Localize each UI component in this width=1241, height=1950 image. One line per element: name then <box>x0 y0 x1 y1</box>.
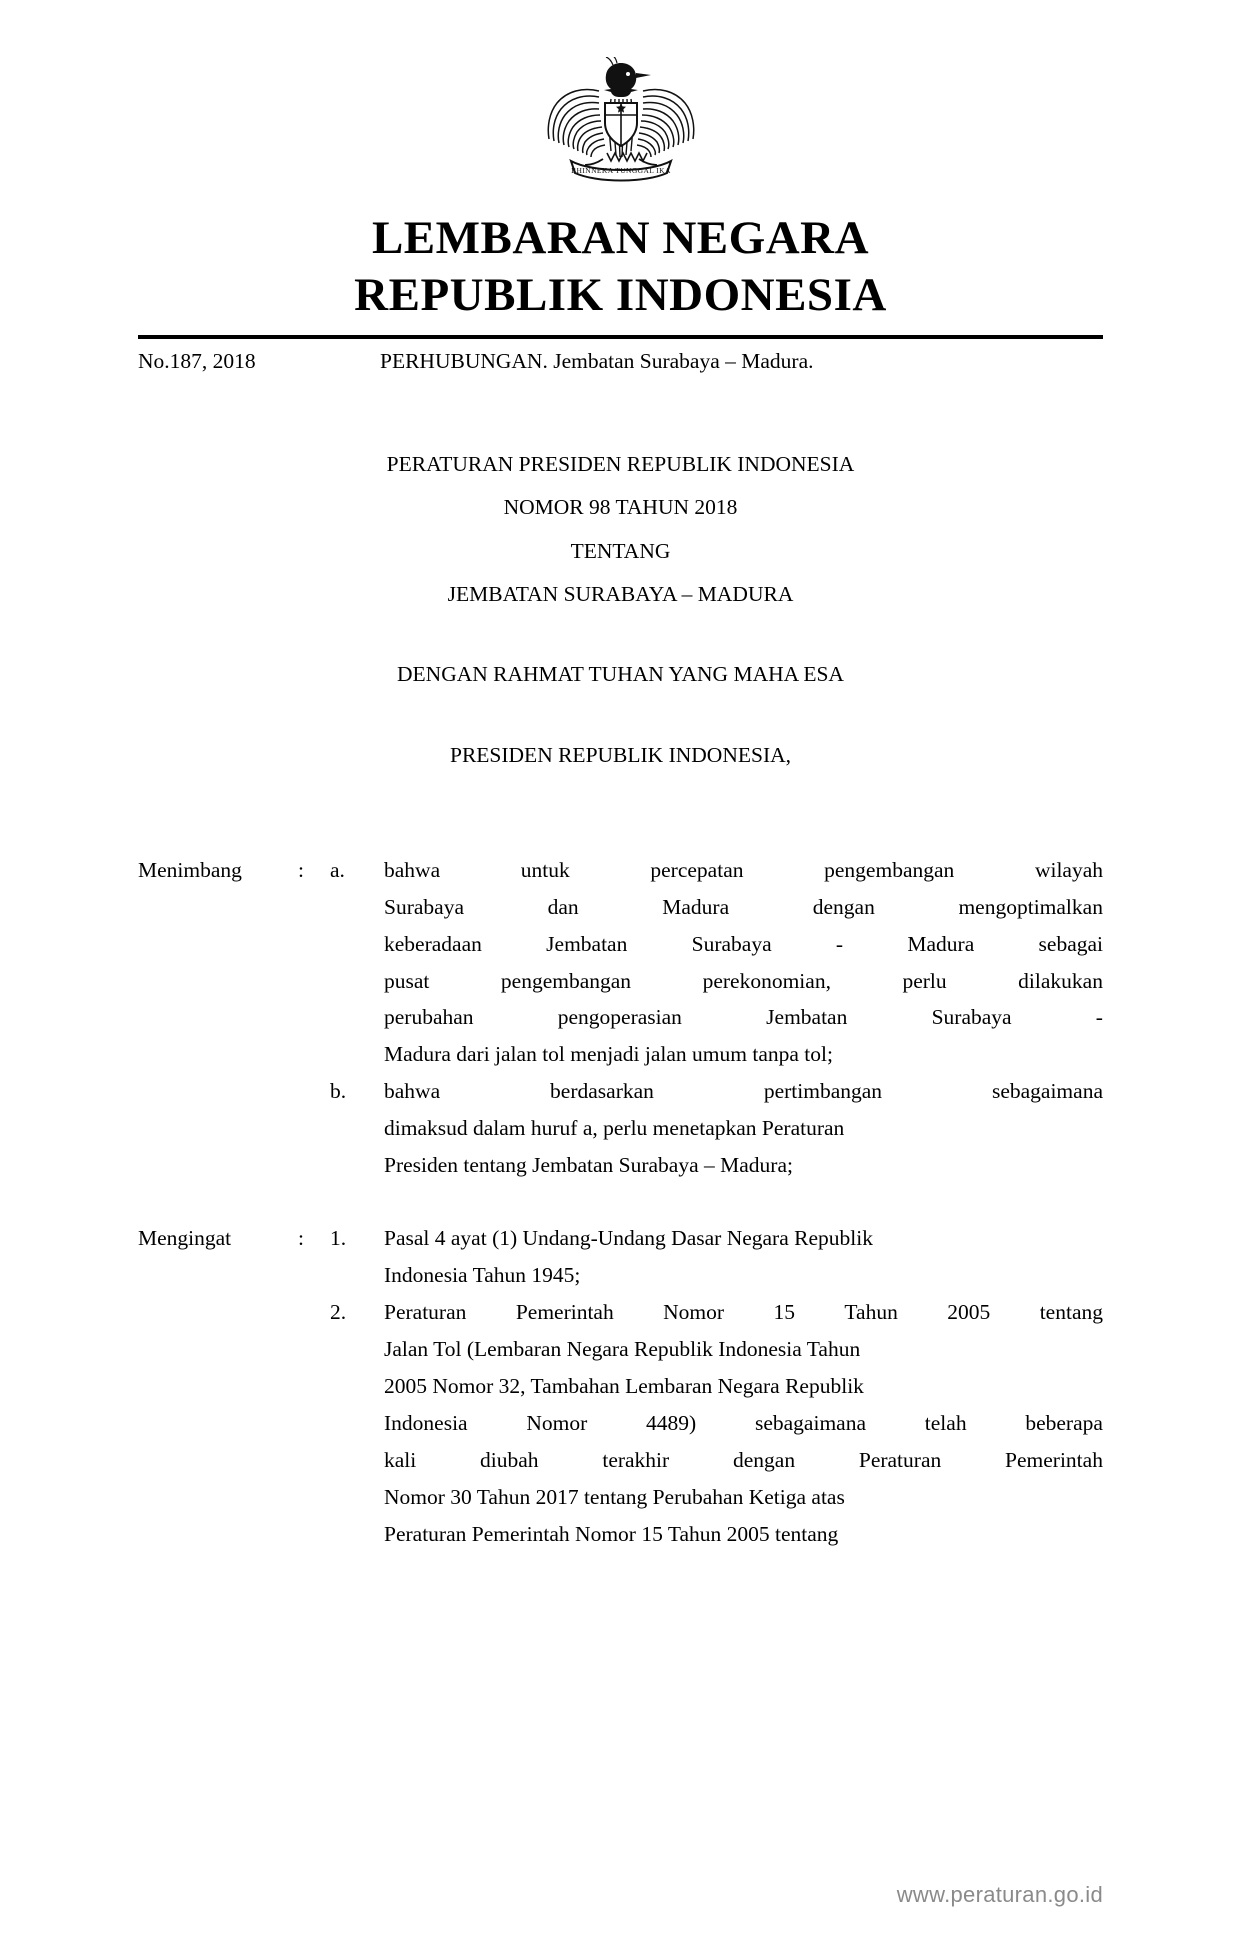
clause-text: Madura dari jalan tol menjadi jalan umum tanpa tol; <box>384 1042 833 1067</box>
clause-line <box>138 1147 1103 1184</box>
clause-line <box>138 1331 1103 1368</box>
clause-label: Menimbang <box>138 857 242 882</box>
clause-text: Indonesia Nomor 4489) sebagaimana telah beberapa <box>384 1411 1103 1436</box>
garuda-pancasila-emblem <box>526 0 716 202</box>
clause-text: Pasal 4 ayat (1) Undang-Undang Dasar Negara Republik <box>384 1226 873 1251</box>
clause-line <box>138 1220 1103 1257</box>
clause-text: Nomor 30 Tahun 2017 tentang Perubahan Ketiga atas <box>384 1485 845 1510</box>
clause-colon: : <box>298 1226 304 1251</box>
clause-text: Jalan Tol (Lembaran Negara Republik Indonesia Tahun <box>384 1337 861 1362</box>
clause-label: Mengingat <box>138 1226 232 1251</box>
regulation-title-block <box>138 451 1103 607</box>
clause-line <box>138 999 1103 1036</box>
clause-line <box>138 1368 1103 1405</box>
clause-text: Surabaya dan Madura dengan mengoptimalkan <box>384 894 1103 919</box>
regulation-subject-line: JEMBATAN SURABAYA – MADURA <box>447 582 794 607</box>
clause-text: Peraturan Pemerintah Nomor 15 Tahun 2005 tentang <box>384 1300 1103 1325</box>
clause-line <box>138 1073 1103 1110</box>
svg-text:BHINNEKA TUNGGAL IKA: BHINNEKA TUNGGAL IKA <box>570 166 671 175</box>
clause-line <box>138 1516 1103 1553</box>
clause-text: Presiden tentang Jembatan Surabaya – Madura; <box>384 1153 793 1178</box>
clause-sections <box>138 852 1103 1553</box>
regulation-number-line: NOMOR 98 TAHUN 2018 <box>503 495 738 520</box>
gazette-number: No.187, 2018 <box>138 348 256 373</box>
clause-text: bahwa berdasarkan pertimbangan sebagaimana <box>384 1079 1103 1104</box>
masthead-line-1: LEMBARAN NEGARA <box>371 212 870 264</box>
clause-text: keberadaan Jembatan Surabaya - Madura sebagai <box>384 931 1103 956</box>
clause-line <box>138 1405 1103 1442</box>
clause-marker: 1. <box>330 1226 347 1251</box>
watermark-footer: www.peraturan.go.id <box>896 1882 1103 1907</box>
clause-line <box>138 1294 1103 1331</box>
clause-colon: : <box>298 857 304 882</box>
clause-text: Indonesia Tahun 1945; <box>384 1263 581 1288</box>
clause-text: kali diubah terakhir dengan Peraturan Pemerintah <box>384 1448 1103 1473</box>
clause-text: bahwa untuk percepatan pengembangan wilayah <box>384 857 1103 882</box>
clause-line <box>138 963 1103 1000</box>
gazette-header <box>138 348 1103 376</box>
clause-line <box>138 1257 1103 1294</box>
authority-line: PRESIDEN REPUBLIK INDONESIA, <box>449 742 792 767</box>
clause-block <box>138 852 1103 1185</box>
gazette-subject: PERHUBUNGAN. Jembatan Surabaya – Madura. <box>380 348 814 373</box>
masthead-line-2: REPUBLIK INDONESIA <box>354 269 887 322</box>
regulation-title-line-1: PERATURAN PRESIDEN REPUBLIK INDONESIA <box>386 451 855 476</box>
clause-marker: b. <box>330 1079 347 1104</box>
clause-marker: 2. <box>330 1300 347 1325</box>
clause-line <box>138 926 1103 963</box>
clause-text: dimaksud dalam huruf a, perlu menetapkan Peraturan <box>384 1116 845 1141</box>
clause-line <box>138 889 1103 926</box>
regulation-about-line: TENTANG <box>570 538 671 563</box>
clause-marker: a. <box>330 857 345 882</box>
clause-line <box>138 1479 1103 1516</box>
clause-block <box>138 1220 1103 1553</box>
clause-text: pusat pengembangan perekonomian, perlu dilakukan <box>384 968 1103 993</box>
masthead-divider <box>138 335 1103 339</box>
clause-line <box>138 1110 1103 1147</box>
clause-text: Peraturan Pemerintah Nomor 15 Tahun 2005 tentang <box>384 1522 839 1547</box>
clause-text: perubahan pengoperasian Jembatan Surabaya - <box>384 1005 1103 1030</box>
clause-line <box>138 1442 1103 1479</box>
clause-line <box>138 852 1103 889</box>
blessing-line: DENGAN RAHMAT TUHAN YANG MAHA ESA <box>397 661 844 686</box>
clause-line <box>138 1036 1103 1073</box>
masthead-title <box>138 210 1103 325</box>
clause-text: 2005 Nomor 32, Tambahan Lembaran Negara Republik <box>384 1374 864 1399</box>
